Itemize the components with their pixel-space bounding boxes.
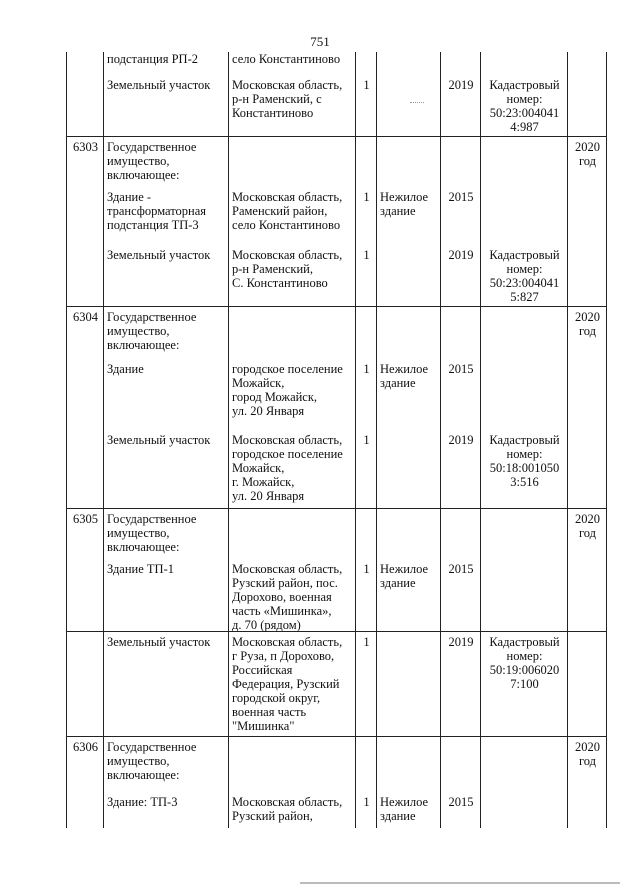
table-cell-date: 2020 год bbox=[575, 740, 600, 768]
table-cell-address: Московская область, р-н Раменский, С. Константиново bbox=[232, 248, 343, 290]
table-row-line bbox=[66, 736, 606, 737]
table-cell-type: Нежилое здание bbox=[380, 795, 429, 823]
table-column-line bbox=[376, 52, 377, 828]
table-column-line bbox=[440, 52, 441, 828]
table-cell-name: Земельный участок bbox=[107, 635, 211, 649]
table-cell-qty: 1 bbox=[363, 433, 370, 447]
table-cell-name: Здание - трансформаторная подстанция ТП-3 bbox=[107, 190, 207, 232]
table-cell-address: Московская область, городское поселение Можайск, г. Можайск, ул. 20 Января bbox=[232, 433, 343, 503]
table-column-line bbox=[66, 52, 67, 828]
table-cell-qty: 1 bbox=[363, 362, 370, 376]
table-column-line bbox=[606, 52, 607, 828]
table-cell-name: Земельный участок bbox=[107, 433, 211, 447]
table-cell-qty: 1 bbox=[363, 795, 370, 809]
table-cell-address: Московская область, Рузский район, пос. Дорохово, военная часть «Мишинка», д. 70 (рядом) bbox=[232, 562, 343, 632]
table-cell-address: Московская область, г Руза, п Дорохово, Российская Федерация, Рузский городской округ, военная часть "Мишинка" bbox=[232, 635, 343, 733]
table-cell-year: 2015 bbox=[448, 562, 474, 576]
table-cell-qty: 1 bbox=[363, 248, 370, 262]
table-cell-name: Земельный участок bbox=[107, 248, 211, 262]
table-row-line bbox=[66, 136, 606, 137]
table-cell-num: 6305 bbox=[73, 512, 98, 526]
scan-artifact bbox=[410, 102, 424, 104]
table-cell-date: 2020 год bbox=[575, 310, 600, 338]
table-cell-year: 2019 bbox=[448, 78, 474, 92]
table-cell-note: Кадастровый номер: 50:23:004041 5:827 bbox=[489, 248, 560, 304]
table-cell-qty: 1 bbox=[363, 78, 370, 92]
table-cell-num: 6306 bbox=[73, 740, 98, 754]
table-cell-name: Земельный участок bbox=[107, 78, 211, 92]
table-cell-name: Здание bbox=[107, 362, 144, 376]
table-cell-year: 2019 bbox=[448, 635, 474, 649]
page-number: 751 bbox=[310, 34, 330, 49]
table-cell-qty: 1 bbox=[363, 190, 370, 204]
table-cell-year: 2019 bbox=[448, 248, 474, 262]
table-cell-address: городское поселение Можайск, город Можайск, ул. 20 Января bbox=[232, 362, 343, 418]
table-cell-name: подстанция РП-2 bbox=[107, 52, 198, 66]
table-cell-num: 6303 bbox=[73, 140, 98, 154]
table-cell-qty: 1 bbox=[363, 562, 370, 576]
table-cell-year: 2015 bbox=[448, 795, 474, 809]
table-cell-address: Московская область, Раменский район, село Константиново bbox=[232, 190, 343, 232]
table-cell-name: Государственное имущество, включающее: bbox=[107, 512, 197, 554]
table-cell-note: Кадастровый номер: 50:23:004041 4:987 bbox=[489, 78, 560, 134]
table-cell-name: Здание: ТП-3 bbox=[107, 795, 178, 809]
table-cell-year: 2015 bbox=[448, 362, 474, 376]
table-cell-note: Кадастровый номер: 50:19:006020 7:100 bbox=[489, 635, 560, 691]
table-column-line bbox=[228, 52, 229, 828]
table-column-line bbox=[355, 52, 356, 828]
table-cell-type: Нежилое здание bbox=[380, 362, 429, 390]
table-cell-name: Государственное имущество, включающее: bbox=[107, 310, 197, 352]
table-row-line bbox=[66, 508, 606, 509]
table-cell-note: Кадастровый номер: 50:18:001050 3:516 bbox=[489, 433, 560, 489]
table-cell-type: Нежилое здание bbox=[380, 190, 429, 218]
table-cell-address: Московская область, р-н Раменский, с Константиново bbox=[232, 78, 343, 120]
table-cell-year: 2015 bbox=[448, 190, 474, 204]
scan-artifact-line bbox=[300, 882, 620, 884]
table-cell-name: Здание ТП-1 bbox=[107, 562, 174, 576]
table-cell-date: 2020 год bbox=[575, 512, 600, 540]
table-cell-year: 2019 bbox=[448, 433, 474, 447]
table-column-line bbox=[480, 52, 481, 828]
table-cell-qty: 1 bbox=[363, 635, 370, 649]
table-cell-date: 2020 год bbox=[575, 140, 600, 168]
table-cell-address: село Константиново bbox=[232, 52, 341, 66]
table-cell-name: Государственное имущество, включающее: bbox=[107, 140, 197, 182]
table-cell-type: Нежилое здание bbox=[380, 562, 429, 590]
table-column-line bbox=[103, 52, 104, 828]
table-cell-address: Московская область, Рузский район, bbox=[232, 795, 343, 823]
table-row-line bbox=[66, 306, 606, 307]
table-cell-name: Государственное имущество, включающее: bbox=[107, 740, 197, 782]
table-cell-num: 6304 bbox=[73, 310, 98, 324]
table-column-line bbox=[567, 52, 568, 828]
